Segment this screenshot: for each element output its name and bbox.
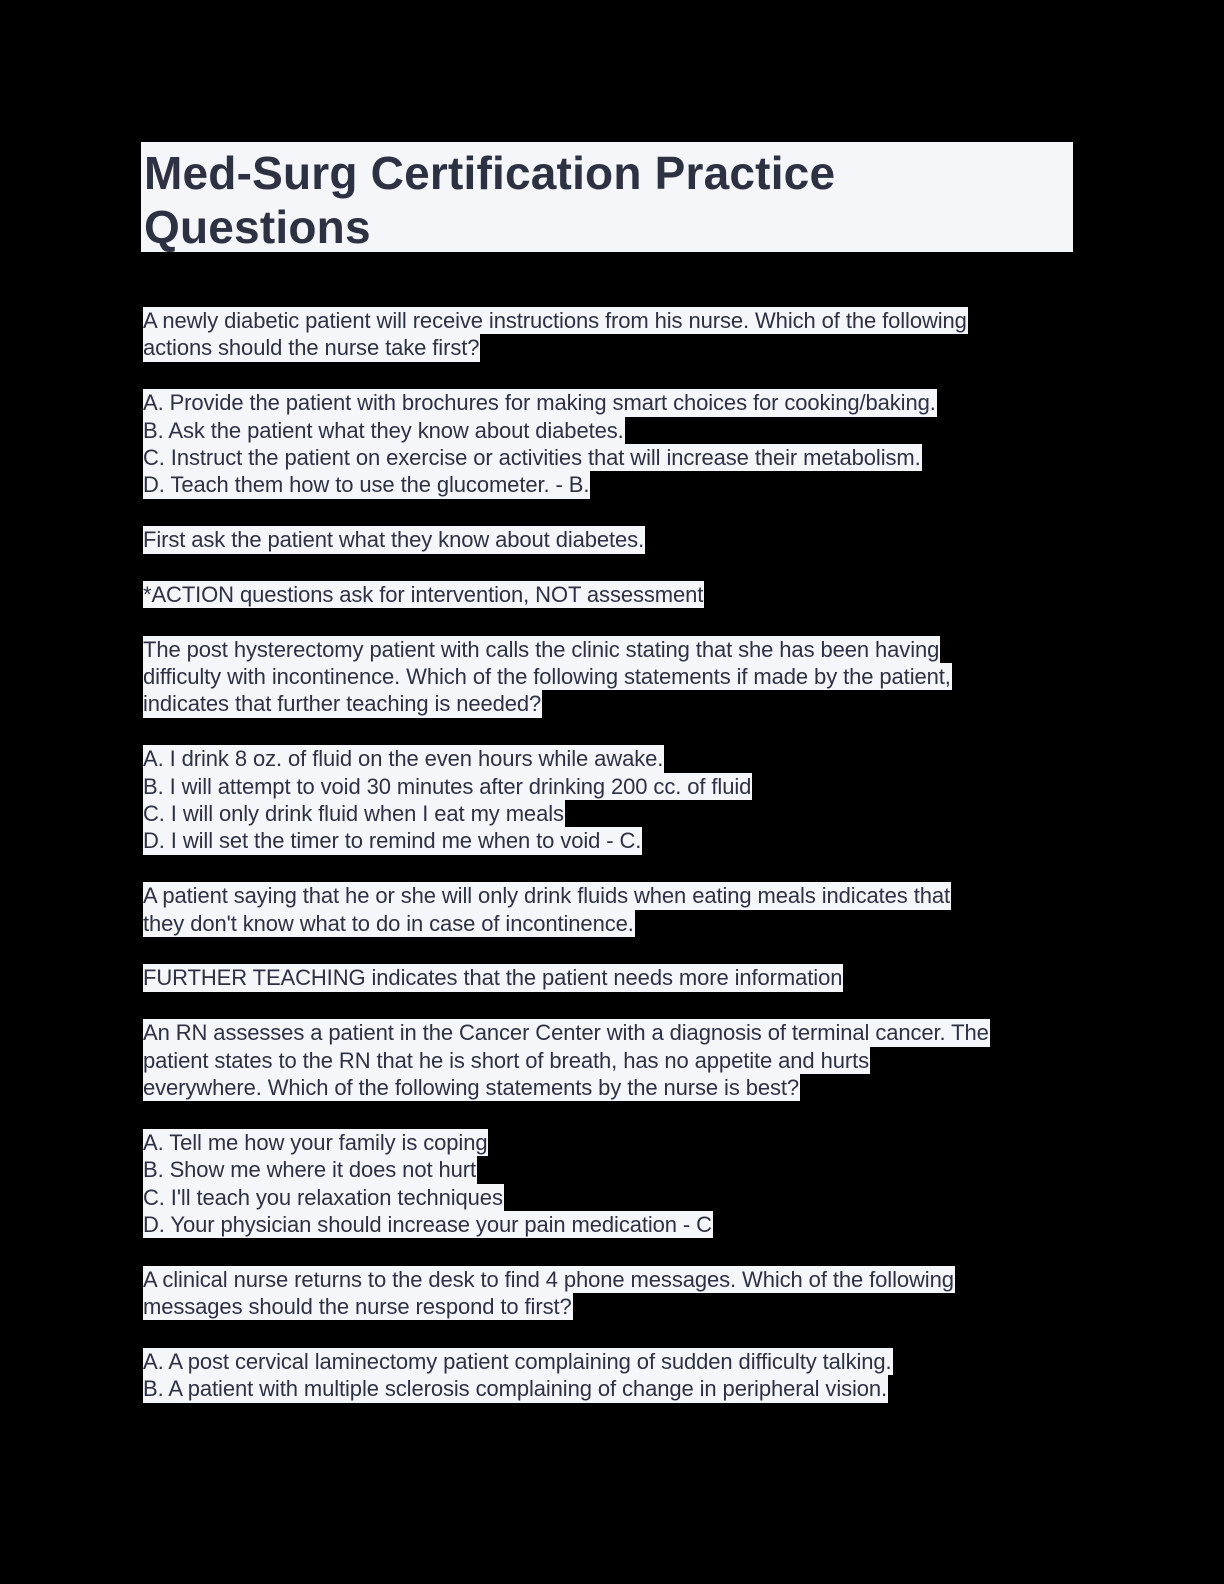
answer-options-1: [143, 389, 1083, 499]
answer-options-3: [143, 1129, 1083, 1239]
question-text-line: messages should the nurse respond to first?: [143, 1294, 572, 1320]
question-1: [143, 307, 1083, 362]
option-c: C. Instruct the patient on exercise or activities that will increase their metabolism.: [143, 444, 921, 470]
question-text-line: indicates that further teaching is needed?: [143, 691, 542, 717]
option-d-with-answer: D. Your physician should increase your pain medication - C: [143, 1211, 712, 1237]
explanation-2: [143, 882, 1083, 937]
option-a: A. Tell me how your family is coping: [143, 1129, 488, 1155]
page-title: [144, 146, 835, 254]
option-c: C. I will only drink fluid when I eat my meals: [143, 801, 564, 827]
option-b: B. Ask the patient what they know about diabetes.: [143, 417, 624, 443]
question-3: [143, 1019, 1083, 1101]
option-b: B. A patient with multiple sclerosis complaining of change in peripheral vision.: [143, 1376, 888, 1402]
answer-options-4: [143, 1348, 1083, 1403]
option-d-with-answer: D. Teach them how to use the glucometer. - B.: [143, 472, 590, 498]
option-a: A. I drink 8 oz. of fluid on the even hours while awake.: [143, 746, 664, 772]
document-body: [143, 307, 1083, 1430]
explanation-text: First ask the patient what they know about diabetes.: [143, 527, 645, 553]
explanation-text-line: A patient saying that he or she will only drink fluids when eating meals indicates that: [143, 883, 950, 909]
note-text: FURTHER TEACHING indicates that the patient needs more information: [143, 965, 843, 991]
question-text-line: difficulty with incontinence. Which of the following statements if made by the patient,: [143, 664, 951, 690]
answer-options-2: [143, 745, 1083, 855]
option-a: A. Provide the patient with brochures for making smart choices for cooking/baking.: [143, 390, 936, 416]
title-line-2: Questions: [144, 201, 371, 253]
question-text-line: A newly diabetic patient will receive instructions from his nurse. Which of the following: [143, 308, 967, 333]
question-text-line: An RN assesses a patient in the Cancer Center with a diagnosis of terminal cancer. The: [143, 1020, 989, 1046]
option-a: A. A post cervical laminectomy patient complaining of sudden difficulty talking.: [143, 1348, 892, 1374]
explanation-text-line: they don't know what to do in case of incontinence.: [143, 910, 634, 936]
title-line-1: Med-Surg Certification Practice: [144, 147, 836, 199]
title-block: [141, 142, 1073, 252]
explanation-1: [143, 526, 1083, 553]
option-b: B. Show me where it does not hurt: [143, 1157, 476, 1183]
option-c: C. I'll teach you relaxation techniques: [143, 1184, 503, 1210]
option-b: B. I will attempt to void 30 minutes after drinking 200 cc. of fluid: [143, 773, 752, 799]
note-1: [143, 581, 1083, 608]
question-text-line: actions should the nurse take first?: [143, 335, 480, 361]
question-text-line: A clinical nurse returns to the desk to find 4 phone messages. Which of the following: [143, 1266, 954, 1292]
question-text-line: The post hysterectomy patient with calls the clinic stating that she has been having: [143, 636, 940, 662]
question-2: [143, 636, 1083, 718]
note-2: [143, 964, 1083, 991]
question-4: [143, 1266, 1083, 1321]
option-d-with-answer: D. I will set the timer to remind me when to void - C.: [143, 828, 642, 854]
question-text-line: everywhere. Which of the following statements by the nurse is best?: [143, 1074, 800, 1100]
note-text: *ACTION questions ask for intervention, NOT assessment: [143, 581, 704, 607]
question-text-line: patient states to the RN that he is short of breath, has no appetite and hurts: [143, 1047, 869, 1073]
